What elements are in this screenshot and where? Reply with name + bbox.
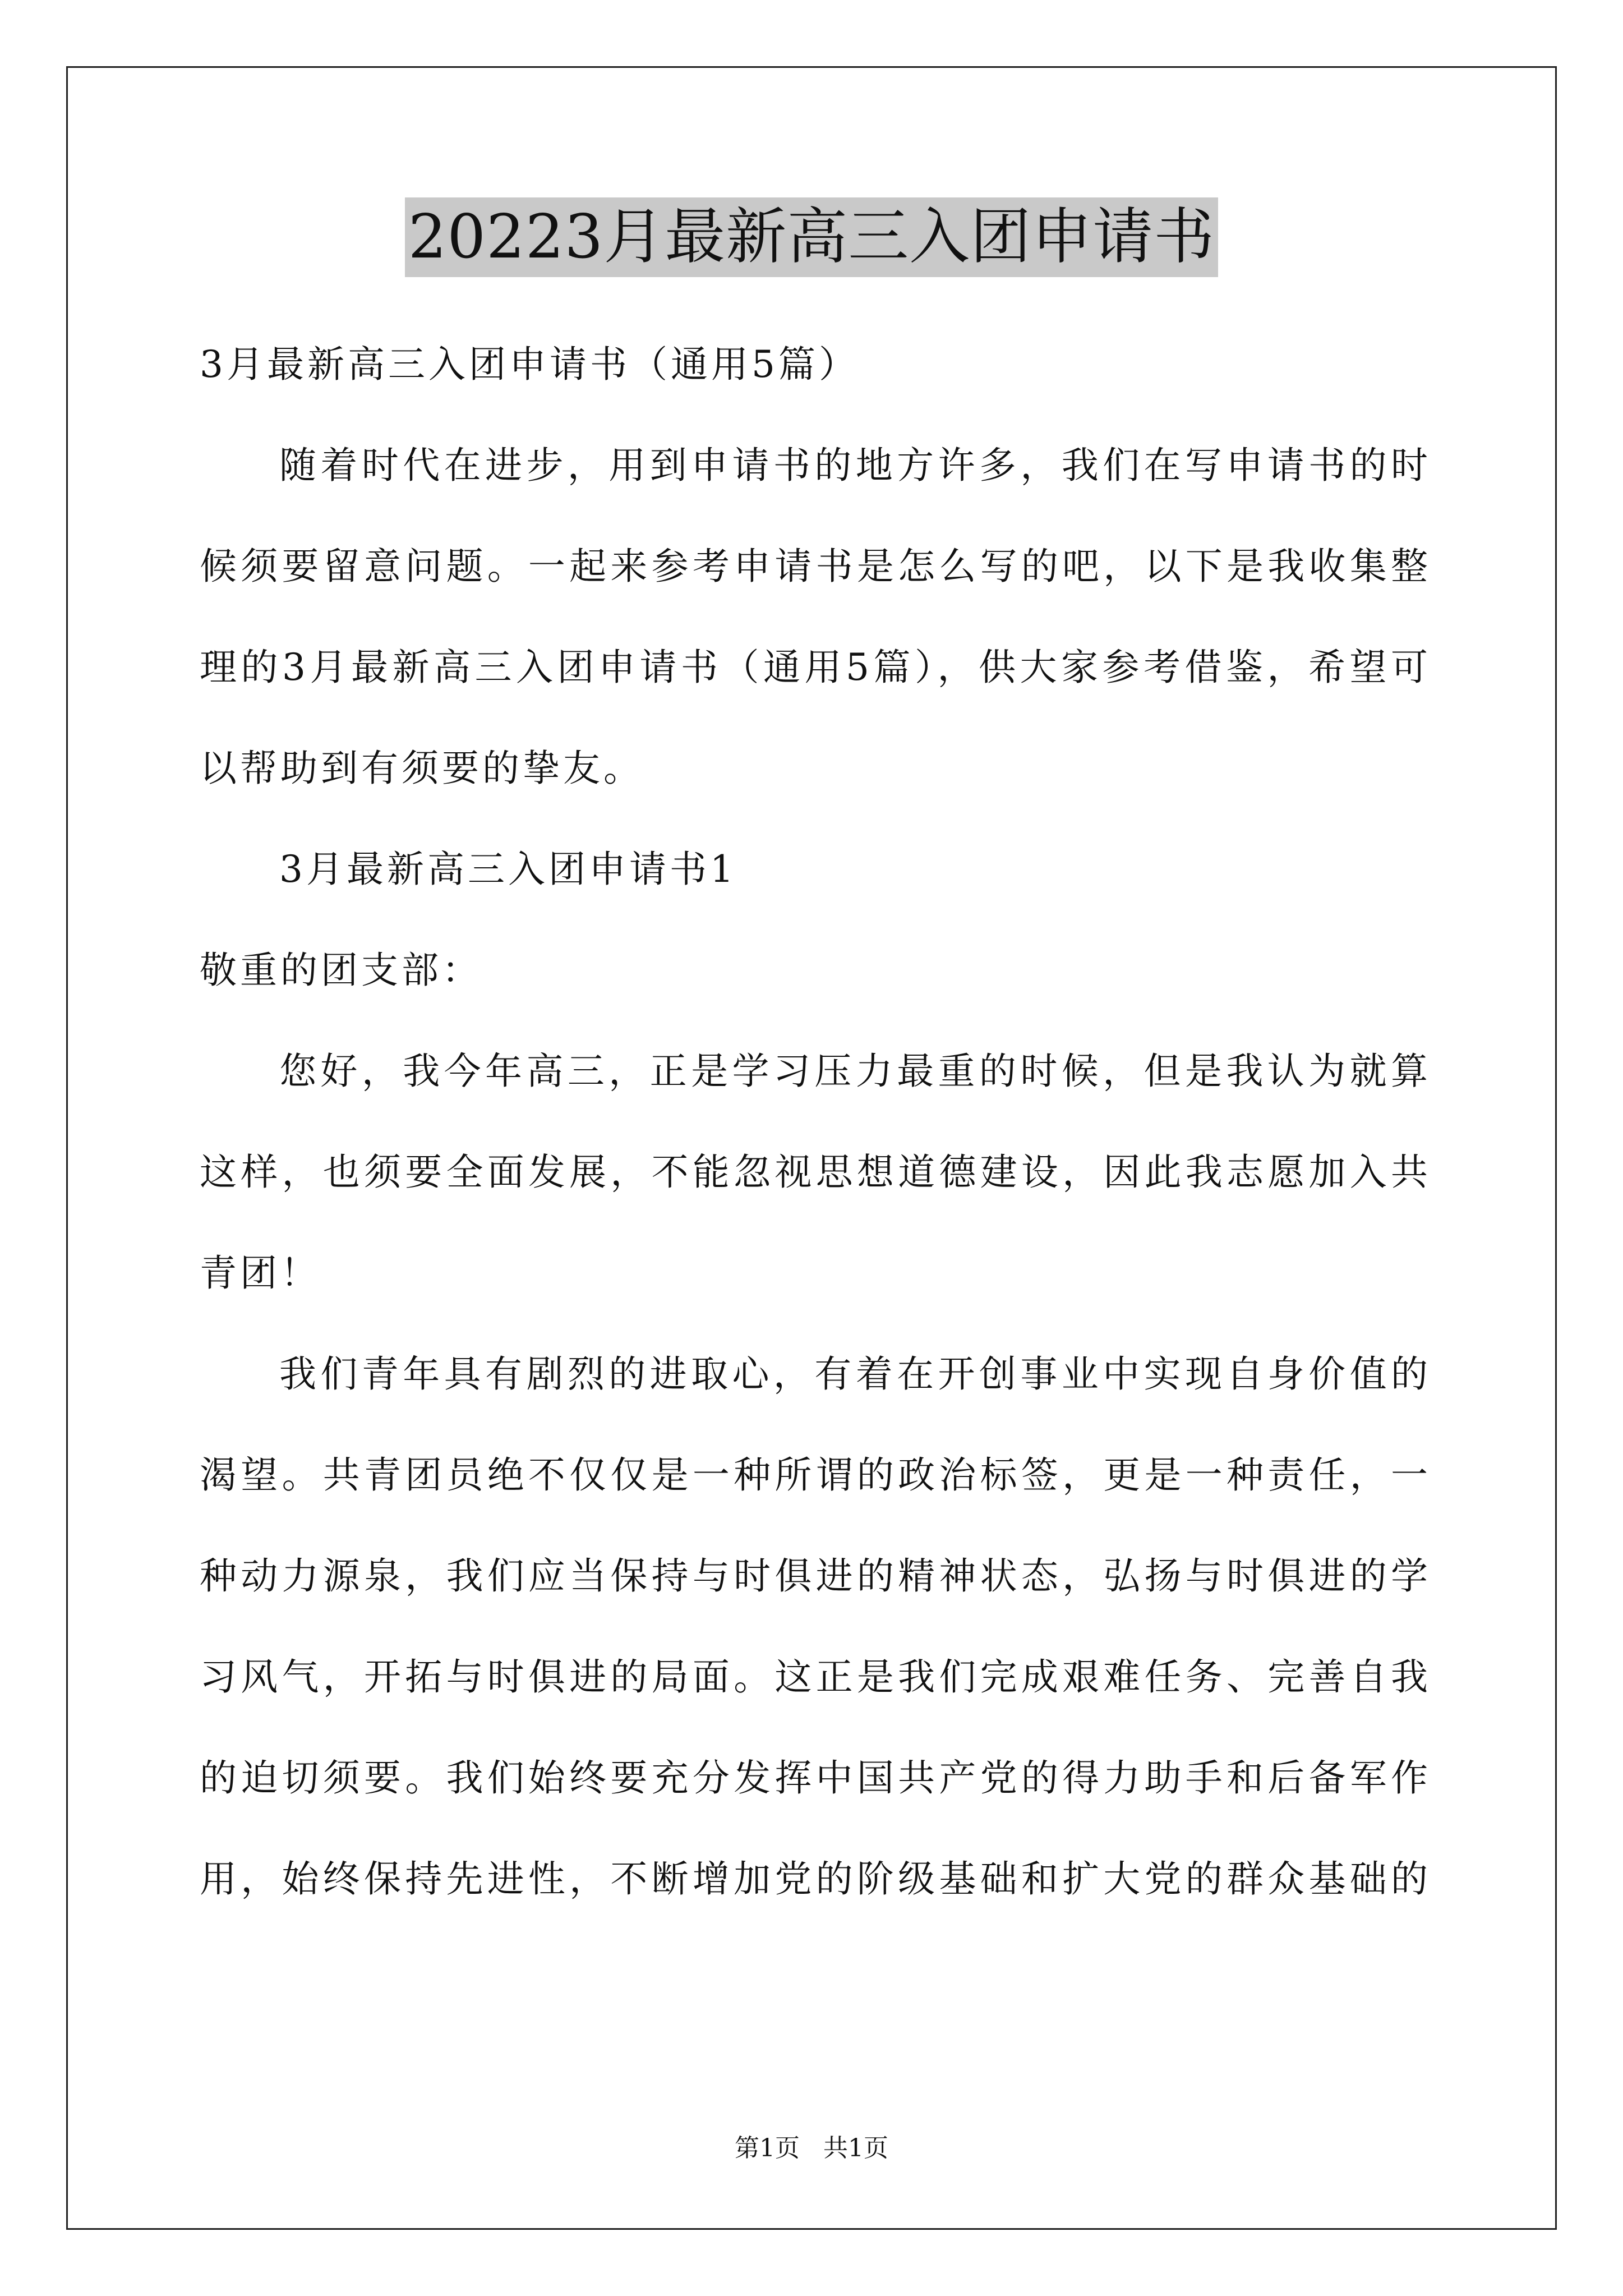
document-body [200, 314, 1428, 1930]
document-title: 20223月最新高三入团申请书 [405, 197, 1219, 277]
paragraph-line: 的迫切须要。我们始终要充分发挥中国共产党的得力助手和后备军作 [200, 1756, 1428, 1800]
paragraph-line: 理的3月最新高三入团申请书（通用5篇），供大家参考借鉴，希望可 [200, 646, 1428, 689]
paragraph-line: 我们青年具有剧烈的进取心，有着在开创事业中实现自身价值的 [279, 1352, 1428, 1396]
paragraph-line: 候须要留意问题。一起来参考申请书是怎么写的吧，以下是我收集整 [200, 545, 1428, 588]
paragraph-line: 用，始终保持先进性，不断增加党的阶级基础和扩大党的群众基础的 [200, 1857, 1428, 1901]
subtitle-line: 3月最新高三入团申请书（通用5篇） [200, 343, 859, 386]
paragraph-line: 这样，也须要全面发展，不能忽视思想道德建设，因此我志愿加入共 [200, 1151, 1428, 1194]
paragraph-line: 您好，我今年高三，正是学习压力最重的时候，但是我认为就算 [279, 1050, 1428, 1093]
section-heading: 3月最新高三入团申请书1 [279, 848, 737, 891]
title-container [0, 197, 1623, 277]
paragraph-line: 渴望。共青团员绝不仅仅是一种所谓的政治标签，更是一种责任，一 [200, 1453, 1428, 1497]
paragraph-line: 青团！ [200, 1251, 321, 1295]
paragraph-line: 以帮助到有须要的挚友。 [200, 747, 644, 790]
paragraph-line: 种动力源泉，我们应当保持与时俱进的精神状态，弘扬与时俱进的学 [200, 1554, 1428, 1598]
salutation-line: 敬重的团支部： [200, 949, 482, 992]
paragraph-line: 习风气，开拓与时俱进的局面。这正是我们完成艰难任务、完善自我 [200, 1655, 1428, 1699]
page-footer: 第1页 共1页 [735, 2134, 888, 2162]
paragraph-line: 随着时代在进步，用到申请书的地方许多，我们在写申请书的时 [279, 444, 1428, 487]
